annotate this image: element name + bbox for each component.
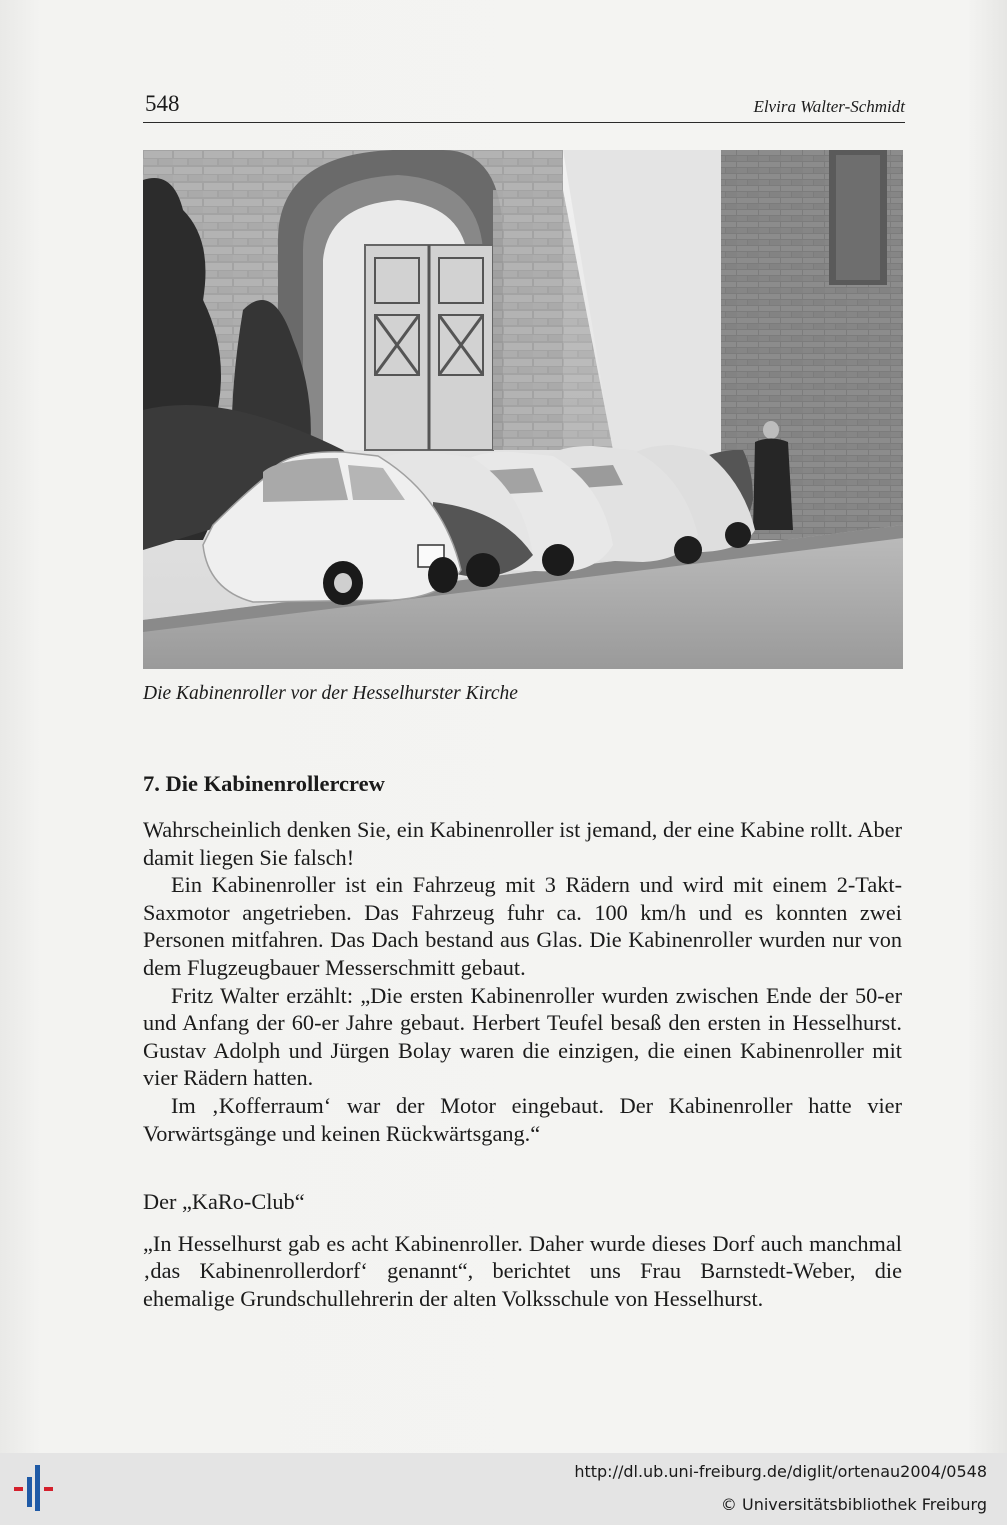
paragraph-2: Ein Kabinenroller ist ein Fahrzeug mit 3 Rädern und wird mit einem 2-Takt-Saxmotor angetrieben. Das Fahrzeug fuhr ca. 100 km/h und es konnten zwei Personen mitfahren. Das Dach bestand aus Glas. Die Kabinenroller wurden nur von dem Flugzeugbauer Messerschmitt gebaut. <box>143 872 902 980</box>
photo-kabinenroller-church <box>143 150 903 669</box>
library-footer <box>0 1453 1007 1525</box>
running-head: Elvira Walter-Schmidt <box>753 97 905 116</box>
ub-freiburg-logo-icon <box>12 1463 64 1515</box>
photo-illustration <box>143 150 903 669</box>
paragraph-4: Im ‚Kofferraum‘ war der Motor eingebaut. Der Kabinenroller hatte vier Vorwärtsgänge und keinen Rückwärtsgang.“ <box>143 1092 902 1146</box>
paragraph-3: Fritz Walter erzählt: „Die ersten Kabinenroller wurden zwischen Ende der 50-er und Anfang der 60-er Jahre gebaut. Herbert Teufel besaß den ersten in Hesselhurst. Gustav Adolph und Jürgen Bolay waren die einzigen, die einen Kabinenroller mit vier Rädern hatten. <box>143 982 902 1091</box>
sub-heading-karo-club: Der „KaRo-Club“ <box>143 1189 305 1215</box>
paragraph-5: „In Hesselhurst gab es acht Kabinenroller. Daher wurde dieses Dorf auch manchmal ‚das Kabinenrollerdorf‘ genannt“, berichtet uns Frau Barnstedt-Weber, die ehemalige Grundschullehrerin der alten Volksschule von Hesselhurst. <box>143 1230 902 1311</box>
page-number: 548 <box>145 91 180 116</box>
body-text <box>143 816 902 1313</box>
photo-caption: Die Kabinenroller vor der Hesselhurster Kirche <box>143 683 518 704</box>
page-header <box>143 88 905 123</box>
section-heading: 7. Die Kabinenrollercrew <box>143 771 385 796</box>
paragraph-1: Wahrscheinlich denken Sie, ein Kabinenroller ist jemand, der eine Kabine rollt. Aber damit liegen Sie falsch! <box>143 817 902 870</box>
document-url-link[interactable]: http://dl.ub.uni-freiburg.de/diglit/ortenau2004/0548 <box>574 1462 987 1481</box>
copyright-notice: © Universitätsbibliothek Freiburg <box>720 1495 987 1514</box>
